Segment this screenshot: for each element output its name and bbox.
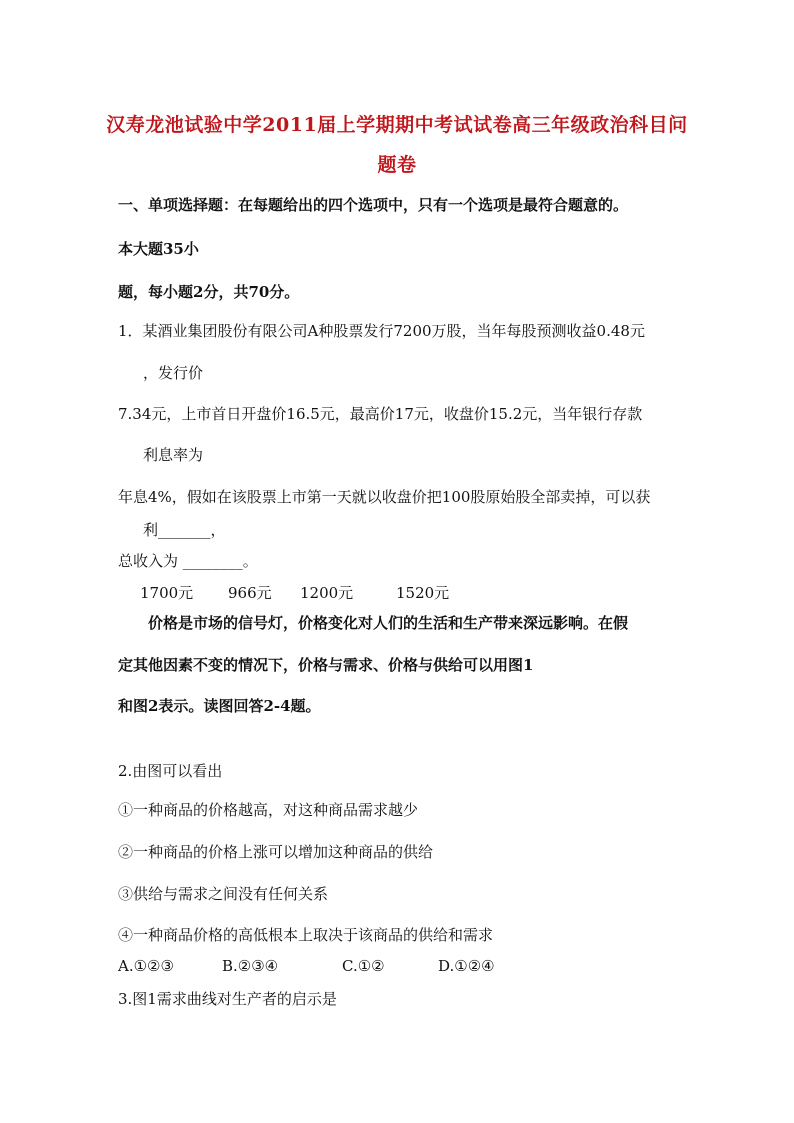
question-3-stem: 3.图1需求曲线对生产者的启示是 [118, 990, 337, 1008]
question-1-line-6: 利_______， [143, 521, 226, 539]
exam-title-line-2: 题卷 [377, 154, 417, 176]
question-1-line-4: 利息率为 [143, 446, 204, 464]
passage-line-3: 和图2表示。读图回答2-4题。 [118, 697, 321, 715]
question-2-choice-d: D.①②④ [438, 957, 495, 975]
section-heading: 一、单项选择题：在每题给出的四个选项中，只有一个选项是最符合题意的。 [118, 196, 629, 214]
question-2-stem: 2.由图可以看出 [118, 762, 223, 780]
question-2-item-4: ④一种商品价格的高低根本上取决于该商品的供给和需求 [118, 926, 494, 944]
section-instruction-line-2: 本大题35小 [118, 240, 199, 258]
exam-title-line-1: 汉寿龙池试验中学2011届上学期期中考试试卷高三年级政治科目问 [106, 114, 688, 136]
question-1-line-5: 年息4%，假如在该股票上市第一天就以收盘价把100股原始股全部卖掉，可以获 [118, 488, 651, 506]
question-2-item-2: ②一种商品的价格上涨可以增加这种商品的供给 [118, 843, 434, 861]
question-1-line-2: ，发行价 [143, 364, 204, 382]
question-2-choice-c: C.①② [342, 957, 385, 975]
question-2-choice-a: A.①②③ [118, 957, 174, 975]
passage-line-2: 定其他因素不变的情况下，价格与需求、价格与供给可以用图1 [118, 656, 534, 674]
question-2-item-3: ③供给与需求之间没有任何关系 [118, 885, 329, 903]
question-1-line-3: 7.34元，上市首日开盘价16.5元，最高价17元，收盘价15.2元，当年银行存款 [118, 405, 643, 423]
passage-line-1: 价格是市场的信号灯，价格变化对人们的生活和生产带来深远影响。在假 [148, 614, 629, 632]
section-instruction-line-3: 题，每小题2分，共70分。 [118, 283, 300, 301]
question-2-choice-b: B.②③④ [222, 957, 279, 975]
question-1-line-7: 总收入为 ________。 [118, 552, 258, 570]
question-1-option-d: 1520元 [396, 584, 450, 602]
question-1-option-b: 966元 [228, 584, 272, 602]
question-1-option-c: 1200元 [300, 584, 354, 602]
question-1-option-a: 1700元 [140, 584, 194, 602]
question-1-line-1: 1．某酒业集团股份有限公司A种股票发行7200万股，当年每股预测收益0.48元 [118, 322, 645, 340]
question-2-item-1: ①一种商品的价格越高，对这种商品需求越少 [118, 801, 419, 819]
